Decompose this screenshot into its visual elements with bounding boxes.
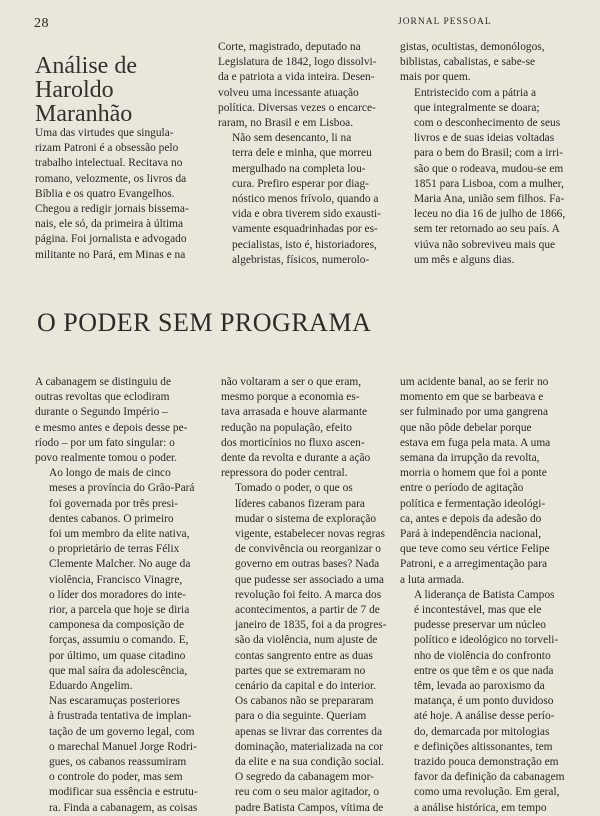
text-line: sem ter retornado ao seu país. A bbox=[414, 223, 560, 236]
text-line: volveu uma incessante atuação bbox=[218, 86, 359, 99]
text-line: Pará à independência nacional, bbox=[400, 528, 542, 541]
text-line: rizam Patroni é a obsessão pelo bbox=[35, 142, 179, 155]
text-line: da e patriota a vida inteira. Desen- bbox=[218, 71, 375, 84]
text-line: são da violência, num ajuste de bbox=[235, 634, 378, 647]
text-line: algebristas, físicos, numerolo- bbox=[232, 253, 370, 266]
article1-column-2 bbox=[218, 40, 390, 268]
text-line: o proprietário de terras Félix bbox=[49, 543, 180, 556]
text-line: dominação, materializada na cor bbox=[235, 740, 384, 753]
article2-column-1 bbox=[35, 375, 203, 816]
text-line: pecialistas, isto é, historiadores, bbox=[232, 238, 377, 251]
text-line: governo em outras bases? Nada bbox=[235, 558, 380, 571]
text-line: revolução foi feito. A marca dos bbox=[235, 588, 382, 601]
text-line: livros e de suas ideias voltadas bbox=[414, 132, 555, 145]
text-line: O segredo da cabanagem mor- bbox=[235, 771, 374, 784]
article1-title bbox=[35, 54, 202, 126]
text-line: Eduardo Angelim. bbox=[49, 680, 133, 693]
text-line: violência, Francisco Vinagre, bbox=[49, 573, 183, 586]
text-line: romano, velozmente, os livros da bbox=[35, 172, 187, 185]
text-line: nais, ele só, da primeira à última bbox=[35, 218, 184, 231]
text-line: ca, antes e depois da adesão do bbox=[400, 512, 542, 525]
text-line: povo realmente tomou o poder. bbox=[35, 452, 178, 465]
text-line: gistas, ocultistas, demonólogos, bbox=[400, 41, 545, 53]
text-line: mergulhado na completa lou- bbox=[232, 162, 366, 175]
text-line: semana da irrupção da revolta, bbox=[400, 452, 540, 465]
text-line: trabalho intelectual. Recitava no bbox=[35, 157, 183, 170]
text-line: contas sangrento entre as duas bbox=[235, 649, 373, 662]
text-line: partes que se extremaram no bbox=[235, 664, 366, 677]
paragraph bbox=[400, 588, 570, 816]
text-line: Patroni, e a arregimentação para bbox=[400, 558, 548, 571]
title-line: Análise de bbox=[35, 53, 137, 79]
text-line: que mal saíra da adolescência, bbox=[49, 664, 188, 677]
text-line: até hoje. A análise desse perío- bbox=[414, 710, 555, 723]
text-line: reu com o seu maior agitador, o bbox=[235, 786, 380, 799]
text-line: biblistas, cabalistas, e sabe-se bbox=[400, 56, 536, 69]
text-line: A cabanagem se distinguiu de bbox=[35, 376, 172, 388]
text-line: Chegou a redigir jornais bissema- bbox=[35, 203, 189, 216]
paragraph bbox=[218, 40, 390, 131]
text-line: e definições altissonantes, tem bbox=[414, 740, 553, 753]
text-line: político e ideológico no torveli- bbox=[414, 634, 559, 647]
text-line: repressora do poder central. bbox=[221, 467, 348, 480]
text-line: Entristecido com a pátria a bbox=[414, 86, 537, 99]
text-line: um acidente banal, ao se ferir no bbox=[400, 376, 549, 388]
paragraph bbox=[35, 694, 203, 816]
text-line: mudar o sistema de exploração bbox=[235, 512, 377, 525]
text-line: à frustrada tentativa de implan- bbox=[49, 710, 192, 723]
text-line: por último, um quase citadino bbox=[49, 649, 186, 662]
text-line: foi governada por três presi- bbox=[49, 497, 179, 510]
text-line: mais por quem. bbox=[400, 71, 471, 84]
journal-name: JORNAL PESSOAL bbox=[398, 17, 492, 27]
text-line: apenas se livrar das correntes da bbox=[235, 725, 383, 738]
text-line: gues, os cabanos reassumiram bbox=[49, 756, 187, 769]
text-line: o líder dos moradores do inte- bbox=[49, 588, 186, 601]
text-line: entre o período de agitação bbox=[400, 482, 524, 495]
text-line: que pudesse ser associado a uma bbox=[235, 573, 384, 586]
text-line: Tomado o poder, o que os bbox=[235, 482, 353, 495]
text-line: líderes cabanos fizeram para bbox=[235, 497, 365, 510]
text-line: momento em que se barbeava e bbox=[400, 391, 544, 404]
text-line: e mesmo antes e depois desse pe- bbox=[35, 421, 188, 434]
text-line: política e fermentação ideológi- bbox=[400, 497, 546, 510]
paragraph bbox=[35, 466, 203, 694]
article-haroldo-maranhao bbox=[35, 40, 575, 285]
text-line: raram, no Brasil e em Lisboa. bbox=[218, 117, 354, 130]
text-line: meses a província do Grão-Pará bbox=[49, 482, 195, 495]
text-line: tação de um governo legal, com bbox=[49, 725, 195, 738]
text-line: janeiro de 1835, foi a da progres- bbox=[235, 619, 387, 632]
text-line: que integralmente se doara; bbox=[414, 101, 540, 114]
title-line: Maranhão bbox=[35, 101, 133, 127]
text-line: Os cabanos não se prepararam bbox=[235, 695, 374, 708]
text-line: Clemente Malcher. No auge da bbox=[49, 558, 191, 571]
text-line: estava em fuga pela mata. A uma bbox=[400, 436, 551, 449]
text-line: da elite e na sua condição social. bbox=[235, 756, 384, 769]
text-line: trazido pouca demonstração em bbox=[414, 756, 559, 769]
text-line: Legislatura de 1842, logo dissolvi- bbox=[218, 56, 377, 69]
text-line: vida e obra tiverem sido exausti- bbox=[232, 208, 381, 221]
text-line: são que o rodeava, mudou-se em bbox=[414, 162, 564, 175]
article1-column-1 bbox=[35, 40, 202, 126]
text-line: o controle do poder, mas sem bbox=[49, 771, 183, 784]
paragraph bbox=[400, 40, 575, 86]
article1-column-3 bbox=[400, 40, 575, 268]
text-line: Nas escaramuças posteriores bbox=[49, 695, 180, 708]
text-line: do, demarcada por mitologias bbox=[414, 725, 550, 738]
text-line: Não sem desencanto, li na bbox=[232, 132, 352, 145]
paragraph bbox=[35, 126, 202, 263]
text-line: nho de violência do confronto bbox=[414, 649, 551, 662]
paragraph bbox=[35, 375, 203, 466]
text-line: Bíblia e os quatro Evangelhos. bbox=[35, 187, 175, 200]
text-line: com o desconhecimento de seus bbox=[414, 117, 561, 130]
paragraph bbox=[400, 375, 570, 588]
text-line: forças, assumiu o comando. E, bbox=[49, 634, 189, 647]
text-line: vigente, estabelecer novas regras bbox=[235, 528, 385, 541]
text-line: padre Batista Campos, vítima de bbox=[235, 801, 384, 814]
text-line: tava arrasada e houve alarmante bbox=[221, 406, 368, 419]
text-line: para o dia seguinte. Queriam bbox=[235, 710, 367, 723]
text-line: modificar sua essência e estrutu- bbox=[49, 786, 198, 799]
text-line: é incontestável, mas que ele bbox=[414, 604, 542, 617]
text-line: Ao longo de mais de cinco bbox=[49, 467, 171, 480]
text-line: camponesa da composição de bbox=[49, 619, 185, 632]
text-line: nóstico menos frívolo, quando a bbox=[232, 193, 379, 206]
section-headline: O PODER SEM PROGRAMA bbox=[37, 308, 372, 337]
text-line: a análise histórica, em tempo bbox=[414, 801, 547, 814]
text-line: terra dele e minha, que morreu bbox=[232, 147, 372, 160]
text-line: durante o Segundo Império – bbox=[35, 406, 168, 419]
paragraph bbox=[218, 131, 390, 268]
text-line: leceu no dia 16 de julho de 1866, bbox=[414, 208, 566, 221]
text-line: página. Foi jornalista e advogado bbox=[35, 233, 187, 246]
text-line: que não pôde debelar porque bbox=[400, 421, 532, 434]
text-line: ra. Finda a cabanagem, as coisas bbox=[49, 801, 198, 814]
page-number: 28 bbox=[34, 16, 49, 31]
paragraph bbox=[221, 481, 387, 770]
text-line: Corte, magistrado, deputado na bbox=[218, 41, 361, 53]
article-poder-sem-programa bbox=[35, 375, 575, 814]
text-line: de convivência ou reorganizar o bbox=[235, 543, 381, 556]
text-line: cura. Prefiro esperar por diag- bbox=[232, 177, 369, 190]
text-line: rior, a parcela que hoje se diria bbox=[49, 604, 190, 617]
article2-column-3 bbox=[400, 375, 570, 816]
text-line: dentes cabanos. O primeiro bbox=[49, 512, 174, 525]
text-line: dos morticínios no fluxo ascen- bbox=[221, 436, 365, 449]
text-line: Uma das virtudes que singula- bbox=[35, 127, 174, 139]
article2-column-2 bbox=[221, 375, 387, 816]
title-line: Haroldo bbox=[35, 77, 114, 103]
text-line: viúva não sobreviveu mais que bbox=[414, 238, 556, 251]
text-line: a luta armada. bbox=[400, 573, 465, 586]
text-line: entre os que têm e os que nada bbox=[414, 664, 554, 677]
text-line: um mês e alguns dias. bbox=[414, 253, 515, 266]
text-line: favor da definição da cabanagem bbox=[414, 771, 565, 784]
text-line: não voltaram a ser o que eram, bbox=[221, 376, 362, 388]
text-line: ríodo – por um fato singular: o bbox=[35, 436, 175, 449]
paragraph bbox=[221, 375, 387, 481]
text-line: têm, levada ao paroxismo da bbox=[414, 680, 545, 693]
text-line: vamente esquadrinhadas por es- bbox=[232, 223, 378, 236]
paragraph bbox=[221, 770, 387, 816]
text-line: para o bem do Brasil; com a irri- bbox=[414, 147, 563, 160]
text-line: matança, é um ponto duvidoso bbox=[414, 695, 554, 708]
text-line: que teve como seu vértice Felipe bbox=[400, 543, 550, 556]
text-line: outras revoltas que eclodiram bbox=[35, 391, 170, 404]
text-line: acontecimentos, a partir de 7 de bbox=[235, 604, 380, 617]
text-line: ser fulminado por uma gangrena bbox=[400, 406, 549, 419]
text-line: política. Diversas vezes o encarce- bbox=[218, 101, 376, 114]
text-line: pudesse preservar um núcleo bbox=[414, 619, 546, 632]
text-line: 1851 para Lisboa, com a mulher, bbox=[414, 177, 564, 190]
article1-column-1-text bbox=[35, 126, 202, 263]
paragraph bbox=[400, 86, 575, 268]
text-line: foi um membro da elite nativa, bbox=[49, 528, 190, 541]
text-line: como uma revolução. Em geral, bbox=[414, 786, 560, 799]
text-line: morria o homem que foi a ponte bbox=[400, 467, 547, 480]
text-line: mesmo porque a economia es- bbox=[221, 391, 360, 404]
text-line: militante no Pará, em Minas e na bbox=[35, 248, 186, 261]
text-line: A liderança de Batista Campos bbox=[414, 588, 555, 601]
text-line: o marechal Manuel Jorge Rodri- bbox=[49, 740, 197, 753]
text-line: dente da revolta e durante a ação bbox=[221, 452, 371, 465]
text-line: cenário da capital e do interior. bbox=[235, 680, 377, 693]
text-line: Maria Ana, união sem filhos. Fa- bbox=[414, 193, 565, 206]
text-line: redução na população, efeito bbox=[221, 421, 352, 434]
